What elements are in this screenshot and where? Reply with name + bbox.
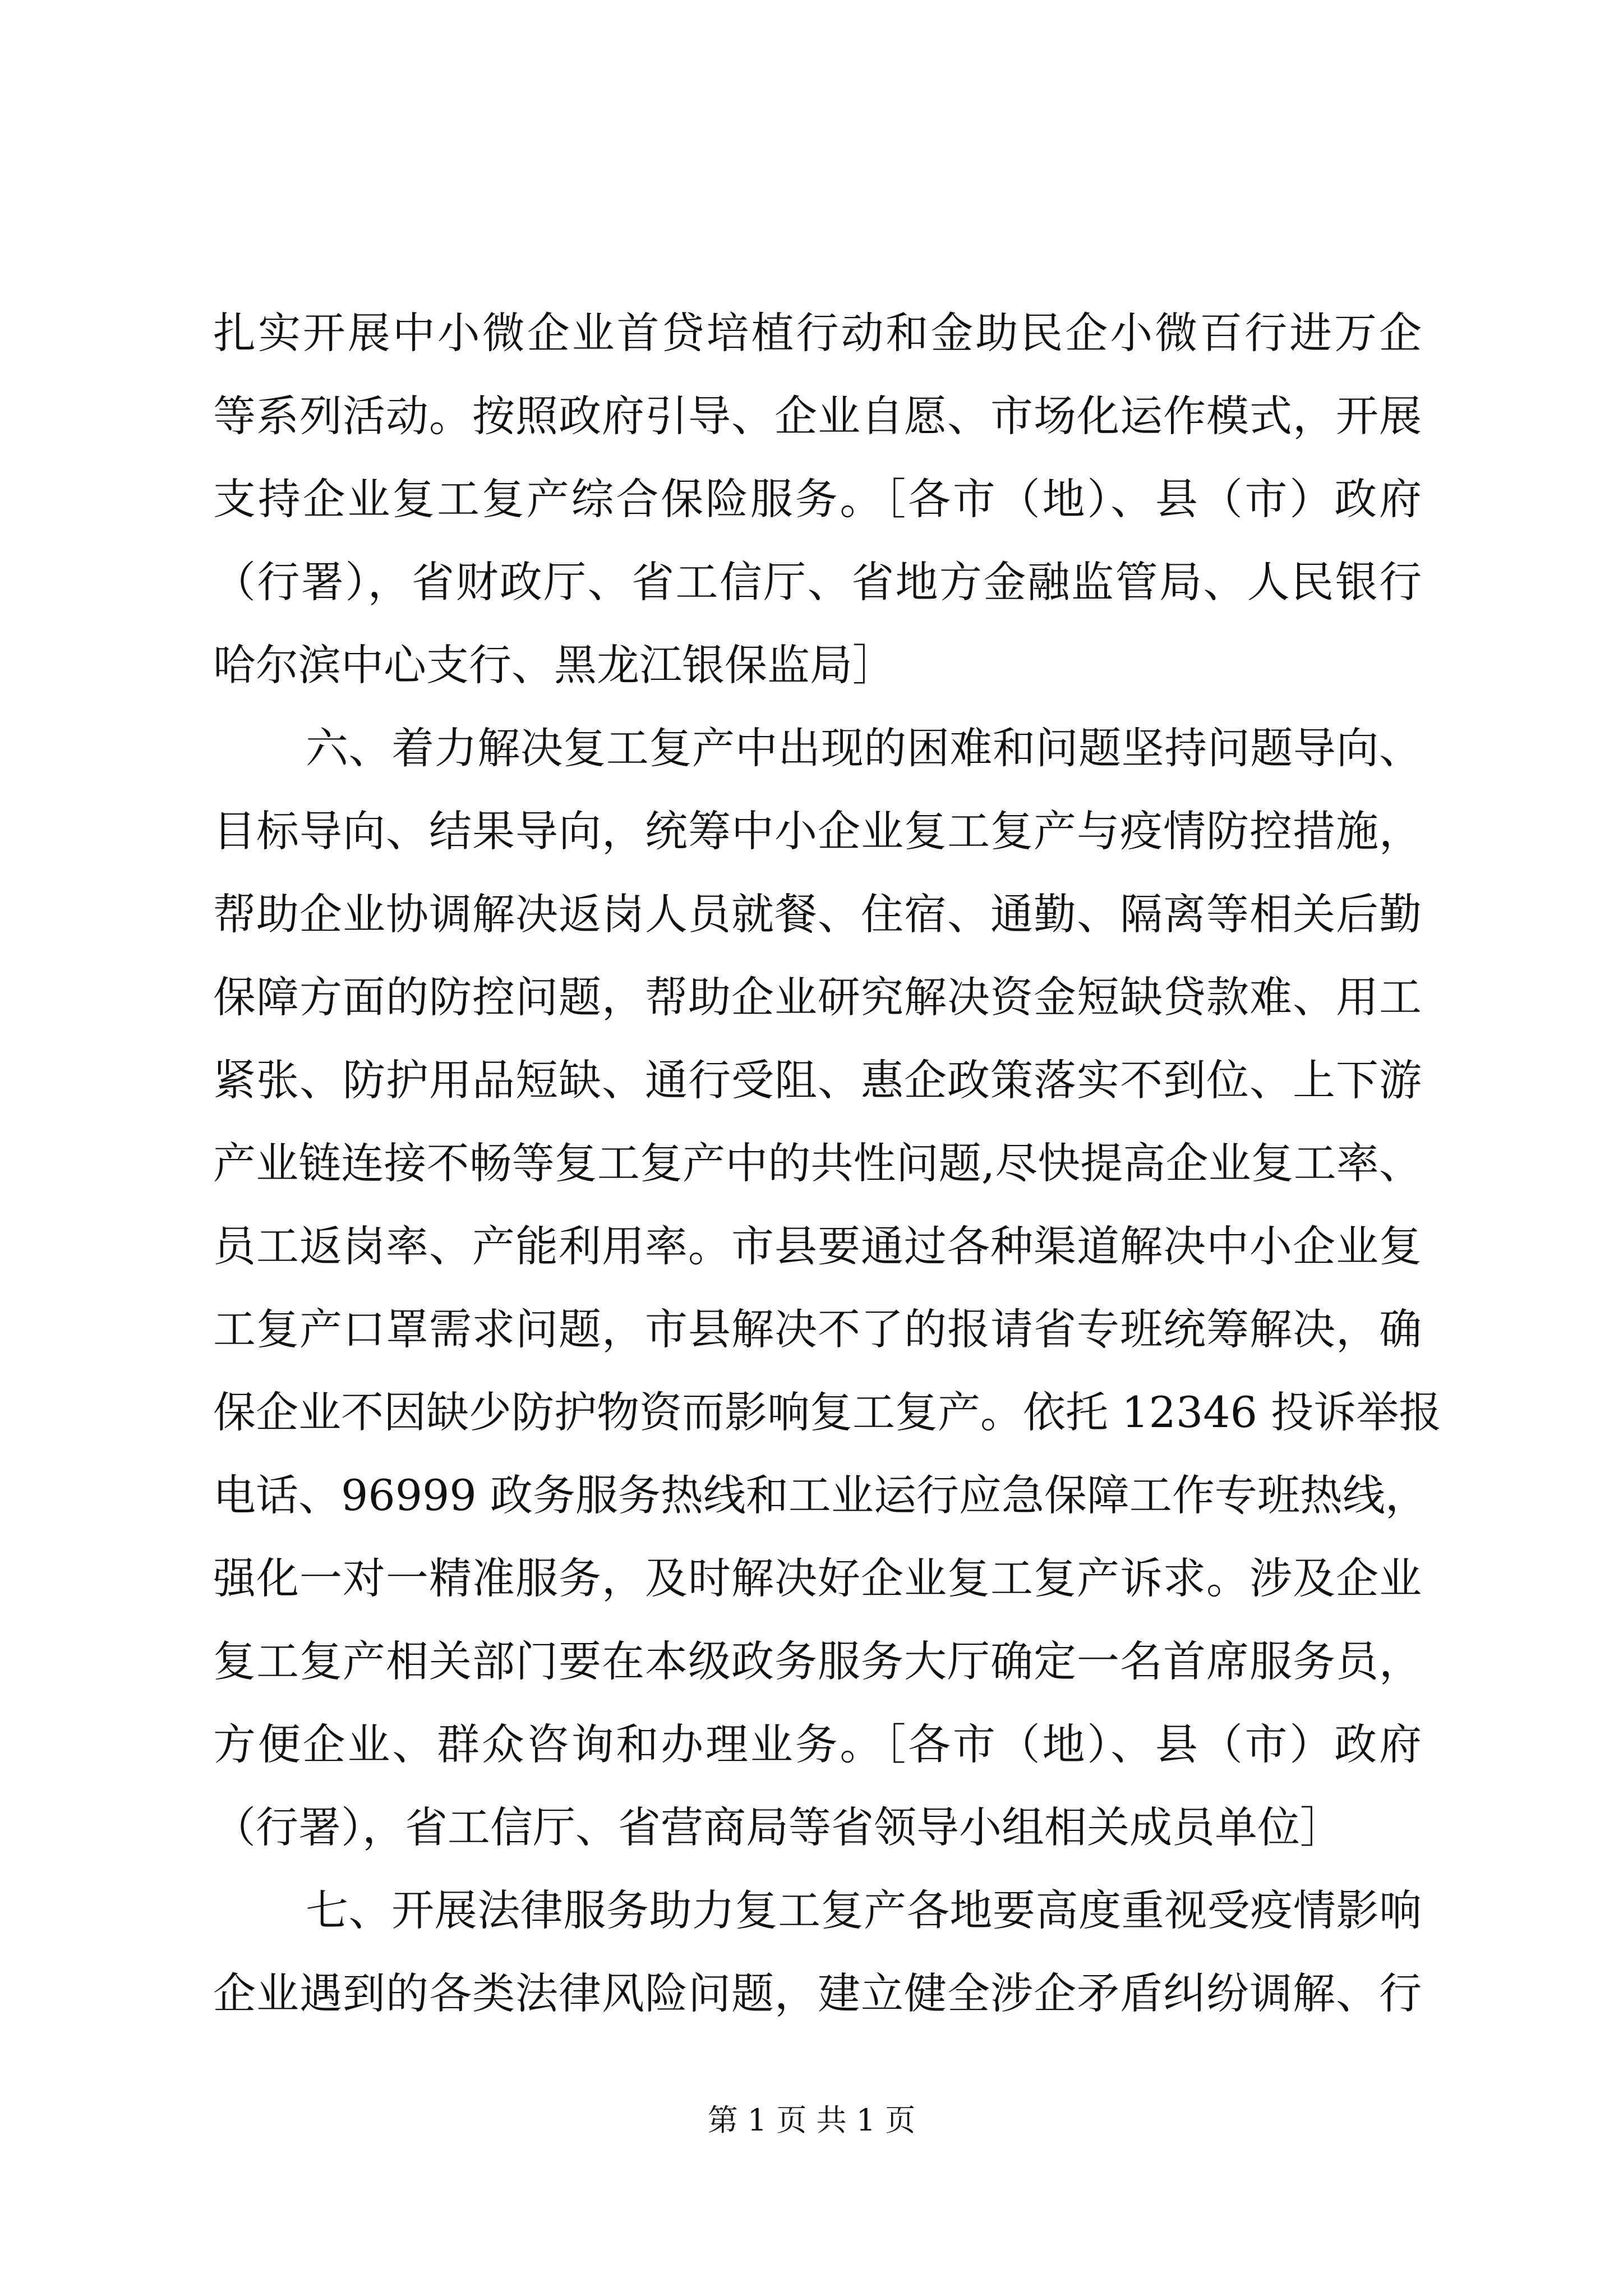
section-heading-line: 七、开展法律服务助力复工复产各地要高度重视受疫情影响 <box>306 1885 1422 1935</box>
text-line: 等系列活动。按照政府引导、企业自愿、市场化运作模式，开展 <box>213 391 1422 441</box>
text-line: （行署），省工信厅、省营商局等省领导小组相关成员单位］ <box>213 1802 1343 1852</box>
text-line: 紧张、防护用品短缺、通行受阻、惠企政策落实不到位、上下游 <box>213 1055 1422 1105</box>
text-line: 产业链连接不畅等复工复产中的共性问题,尽快提高企业复工率、 <box>213 1138 1422 1188</box>
text-line: 强化一对一精准服务，及时解决好企业复工复产诉求。涉及企业 <box>213 1553 1422 1603</box>
text-line: 工复产口罩需求问题，市县解决不了的报请省专班统筹解决，确 <box>213 1304 1422 1354</box>
page-number-label: 第 1 页 共 1 页 <box>707 2102 916 2138</box>
text-line: 目标导向、结果导向，统筹中小企业复工复产与疫情防控措施， <box>213 806 1422 856</box>
text-line: 员工返岗率、产能利用率。市县要通过各种渠道解决中小企业复 <box>213 1221 1422 1271</box>
text-line: 保企业不因缺少防护物资而影响复工复产。依托 12346 投诉举报 <box>213 1387 1442 1437</box>
text-line: 帮助企业协调解决返岗人员就餐、住宿、通勤、隔离等相关后勤 <box>213 889 1422 939</box>
section-heading-line: 六、着力解决复工复产中出现的困难和问题坚持问题导向、 <box>306 723 1422 773</box>
text-line: 哈尔滨中心支行、黑龙江银保监局］ <box>213 640 895 690</box>
text-line: 支持企业复工复产综合保险服务。［各市（地）、县（市）政府 <box>213 474 1422 524</box>
text-line: 方便企业、群众咨询和办理业务。［各市（地）、县（市）政府 <box>213 1719 1422 1769</box>
text-line: 企业遇到的各类法律风险问题，建立健全涉企矛盾纠纷调解、行 <box>213 1968 1422 2018</box>
text-line: （行署），省财政厅、省工信厅、省地方金融监管局、人民银行 <box>213 557 1422 607</box>
text-line: 复工复产相关部门要在本级政务服务大厅确定一名首席服务员， <box>213 1636 1422 1686</box>
text-line: 扎实开展中小微企业首贷培植行动和金助民企小微百行进万企 <box>213 308 1422 358</box>
text-line: 电话、96999 政务服务热线和工业运行应急保障工作专班热线， <box>213 1470 1428 1520</box>
text-line: 保障方面的防控问题，帮助企业研究解决资金短缺贷款难、用工 <box>213 972 1422 1022</box>
document-body <box>213 292 1442 2035</box>
page-footer <box>0 2101 1623 2140</box>
